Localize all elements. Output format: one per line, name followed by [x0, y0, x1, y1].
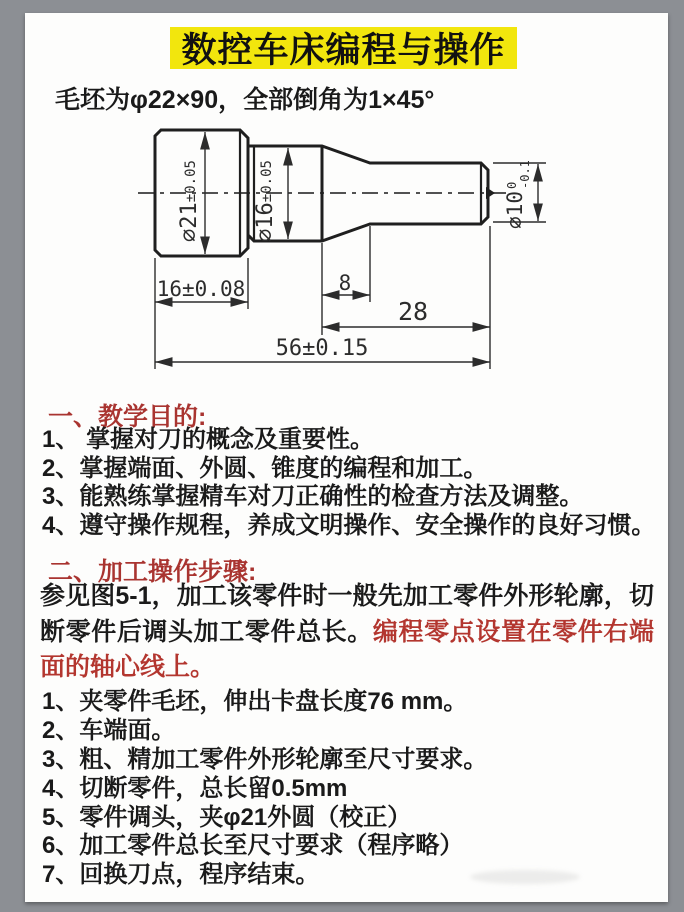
dim-label-len8: 8 [338, 271, 352, 295]
paragraph-black-text: 参见图5-1，加工该零件时一般先加工零件外形轮廓，切断零件后调头加工零件总长。 [40, 582, 654, 646]
svg-text:0: 0 [505, 181, 519, 189]
objective-item: 2、掌握端面、外圆、锥度的编程和加工。 [42, 454, 488, 482]
svg-text:∅16±0.05: ∅16±0.05 [253, 160, 278, 242]
objective-item: 3、能熟练掌握精车对刀正确性的检查方法及调整。 [42, 483, 584, 511]
dim-label-len56: 56±0.15 [275, 336, 369, 361]
dim-label-len28: 28 [397, 297, 429, 326]
svg-text:-0.1: -0.1 [518, 160, 532, 189]
step-item: 1、夹零件毛坯，伸出卡盘长度76 mm。 [42, 688, 468, 715]
step-item: 7、回换刀点，程序结束。 [42, 861, 320, 889]
paragraph-red-text: 编程零点设置在零件右端面的轴心线上。 [40, 617, 654, 681]
step-item: 2、车端面。 [42, 716, 176, 744]
svg-text:∅10: ∅10 [503, 191, 527, 229]
page-title: 数控车床编程与操作 [170, 27, 517, 69]
operation-steps-list [42, 688, 487, 890]
objective-item: 1、 掌握对刀的概念及重要性。 [42, 426, 375, 453]
step-item: 6、加工零件总长至尺寸要求（程序略） [42, 832, 464, 860]
svg-text:∅21±0.05: ∅21±0.05 [177, 160, 202, 242]
teaching-objectives-list [42, 426, 655, 540]
dim-label-dia10 [503, 160, 532, 229]
process-description-paragraph [40, 579, 654, 686]
dim-label-dia21 [177, 160, 202, 242]
dim-label-len16: 16±0.08 [156, 277, 246, 301]
step-item: 5、零件调头，夹φ21外圆（校正） [42, 803, 412, 831]
step-item: 3、粗、精加工零件外形轮廓至尺寸要求。 [42, 745, 488, 773]
step-item: 4、切断零件，总长留0.5mm [42, 774, 348, 802]
blank-spec-subtitle: 毛坯为φ22×90，全部倒角为1×45° [55, 86, 435, 114]
dim-label-dia16 [253, 160, 278, 242]
center-drill-mark [486, 187, 495, 199]
objective-item: 4、遵守操作规程，养成文明操作、安全操作的良好习惯。 [42, 511, 656, 539]
photo-smudge [470, 870, 580, 884]
section1-heading: 一、教学目的: [48, 403, 207, 431]
section2-heading: 二、加工操作步骤: [48, 558, 257, 586]
